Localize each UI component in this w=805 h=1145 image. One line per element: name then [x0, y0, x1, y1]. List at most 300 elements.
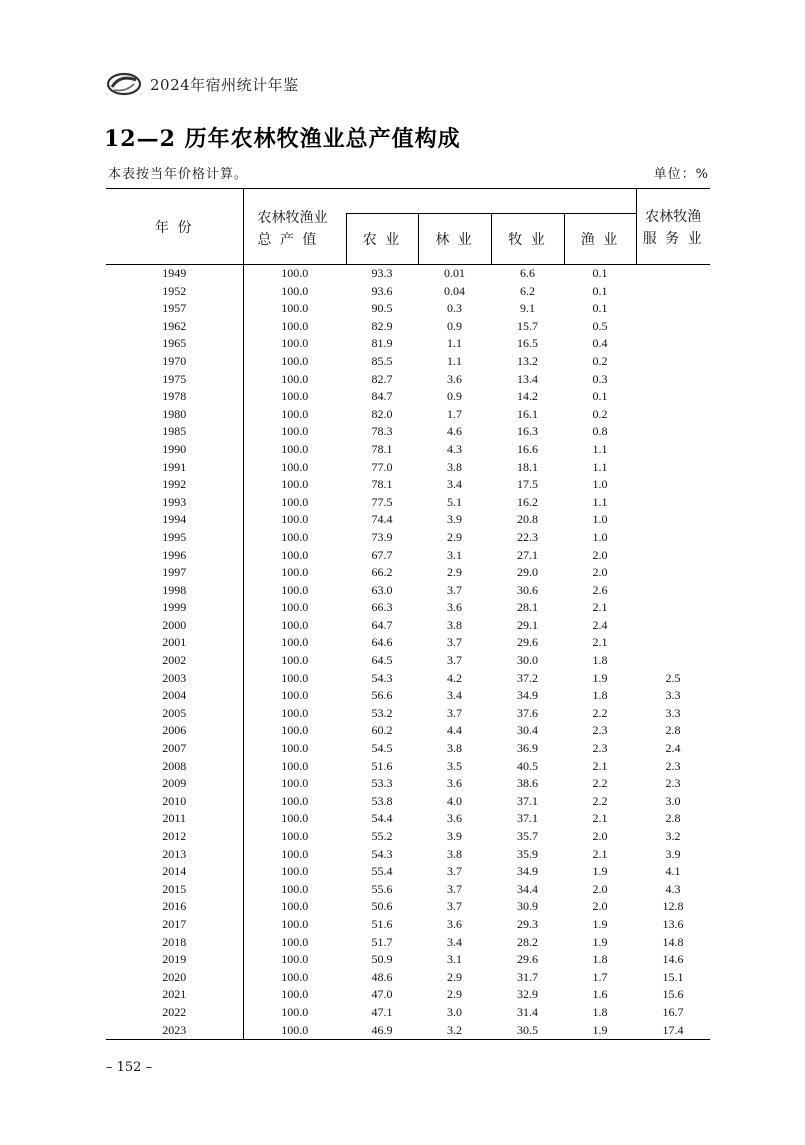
table-row	[106, 670, 710, 688]
cell-agriculture: 56.6	[371, 688, 393, 703]
cell-agriculture: 82.7	[371, 371, 393, 386]
table-body	[106, 265, 710, 1040]
cell-total: 100.0	[281, 758, 309, 773]
cell-year: 2005	[106, 705, 243, 723]
cell-service	[636, 476, 710, 494]
cell-fishery: 0.2	[592, 353, 608, 368]
cell-forestry: 3.6	[447, 776, 462, 791]
table-row	[106, 511, 710, 529]
cell-year: 2007	[106, 740, 243, 758]
cell-animal-husbandry: 30.5	[491, 1022, 564, 1040]
cell-agriculture: 90.5	[371, 301, 393, 316]
cell-fishery: 2.0	[592, 881, 608, 896]
cell-year: 1949	[106, 265, 243, 283]
table-row	[106, 353, 710, 371]
table-row	[106, 371, 710, 389]
cell-service: 2.8	[665, 723, 681, 738]
cell-total: 100.0	[281, 723, 309, 738]
cell-agriculture: 55.4	[371, 864, 393, 879]
cell-year: 1998	[106, 582, 243, 600]
cell-service	[636, 652, 710, 670]
header-spacer	[346, 189, 636, 214]
cell-fishery: 2.0	[592, 829, 608, 843]
cell-agriculture: 60.2	[371, 723, 393, 738]
data-table-container	[106, 188, 710, 1040]
cell-forestry: 3.7	[447, 881, 462, 896]
cell-fishery: 2.1	[592, 600, 608, 615]
cell-total: 100.0	[281, 266, 309, 280]
cell-agriculture: 50.6	[371, 899, 393, 914]
cell-year: 1965	[106, 335, 243, 353]
cell-fishery: 1.8	[592, 952, 608, 967]
cell-fishery: 0.1	[592, 389, 608, 404]
cell-year: 2009	[106, 775, 243, 793]
cell-total: 100.0	[281, 670, 309, 685]
cell-year: 1962	[106, 318, 243, 336]
table-row	[106, 758, 710, 776]
cell-forestry: 3.4	[447, 688, 462, 703]
cell-fishery: 0.8	[592, 424, 608, 439]
cell-agriculture: 55.2	[371, 829, 393, 843]
cell-forestry: 3.7	[447, 635, 462, 650]
cell-total: 100.0	[281, 389, 309, 404]
cell-animal-husbandry: 34.9	[517, 864, 538, 879]
cell-fishery: 1.6	[592, 987, 608, 1002]
cell-fishery: 2.3	[592, 723, 608, 738]
cell-fishery: 2.3	[592, 741, 608, 756]
cell-animal-husbandry: 37.1	[517, 811, 538, 826]
cell-agriculture: 51.6	[371, 916, 393, 931]
cell-year: 2011	[106, 810, 243, 828]
cell-animal-husbandry: 34.9	[517, 688, 538, 703]
cell-total: 100.0	[281, 881, 309, 896]
table-row	[106, 529, 710, 547]
cell-animal-husbandry: 30.6	[517, 582, 538, 597]
cell-total: 100.0	[281, 494, 309, 509]
table-row	[106, 740, 710, 758]
cell-fishery: 1.9	[564, 1022, 636, 1040]
cell-year: 1975	[106, 371, 243, 389]
table-row	[106, 916, 710, 934]
cell-total: 100.0	[281, 600, 309, 615]
cell-service: 13.6	[662, 916, 684, 931]
cell-total: 100.0	[281, 705, 309, 720]
cell-forestry: 3.8	[447, 846, 462, 861]
cell-agriculture: 63.0	[371, 582, 393, 597]
cell-total: 100.0	[281, 512, 309, 527]
cell-forestry: 1.7	[447, 406, 462, 421]
cell-agriculture: 67.7	[371, 547, 393, 562]
cell-agriculture: 53.3	[371, 776, 393, 791]
cell-total: 100.0	[281, 371, 309, 386]
cell-animal-husbandry: 40.5	[517, 758, 538, 773]
cell-service: 15.6	[662, 987, 684, 1002]
cell-year: 2012	[106, 828, 243, 846]
cell-service	[636, 547, 710, 565]
cell-forestry: 0.9	[447, 318, 462, 333]
cell-fishery: 2.1	[592, 635, 608, 650]
cell-fishery: 2.1	[592, 846, 608, 861]
cell-total: 100.0	[281, 353, 309, 368]
cell-fishery: 2.4	[592, 617, 608, 632]
cell-total: 100.0	[281, 793, 309, 808]
cell-service: 3.2	[665, 829, 681, 843]
table-note: 本表按当年价格计算。	[108, 167, 249, 182]
cell-total: 100.0	[281, 477, 309, 492]
cell-agriculture: 66.2	[371, 565, 393, 580]
cell-service	[636, 599, 710, 617]
table-row	[106, 388, 710, 406]
cell-year: 1970	[106, 353, 243, 371]
header-service-line1: 农林牧渔	[645, 209, 702, 225]
cell-agriculture: 51.6	[371, 758, 393, 773]
table-row	[106, 863, 710, 881]
cell-fishery: 0.1	[592, 301, 608, 316]
cell-forestry: 1.1	[447, 353, 462, 368]
cell-forestry: 3.7	[447, 653, 462, 668]
cell-forestry: 3.6	[447, 371, 462, 386]
cell-forestry: 3.2	[418, 1022, 491, 1040]
cell-year: 2020	[106, 969, 243, 987]
cell-fishery: 1.8	[592, 1004, 608, 1019]
cell-forestry: 3.8	[447, 459, 462, 474]
cell-forestry: 0.3	[447, 301, 462, 316]
cell-year: 1990	[106, 441, 243, 459]
cell-forestry: 3.7	[447, 582, 462, 597]
cell-service	[636, 617, 710, 635]
cell-animal-husbandry: 35.7	[517, 829, 538, 843]
cell-animal-husbandry: 36.9	[517, 741, 538, 756]
table-row	[106, 810, 710, 828]
cell-forestry: 3.6	[447, 916, 462, 931]
cell-agriculture: 64.6	[371, 635, 393, 650]
cell-fishery: 1.9	[592, 864, 608, 879]
table-row	[106, 1022, 710, 1040]
cell-total: 100.0	[281, 987, 309, 1002]
header-total-output	[243, 189, 346, 265]
cell-fishery: 1.8	[592, 653, 608, 668]
cell-year: 2017	[106, 916, 243, 934]
cell-total: 100.0	[281, 441, 309, 456]
header-animal-husbandry: 牧 业	[491, 214, 564, 265]
cell-agriculture: 54.4	[371, 811, 393, 826]
header-agriculture: 农 业	[346, 214, 418, 265]
table-row	[106, 1004, 710, 1022]
cell-total: 100.0	[281, 529, 309, 544]
cell-year: 1991	[106, 459, 243, 477]
cell-year: 2001	[106, 634, 243, 652]
cell-animal-husbandry: 29.0	[517, 565, 538, 580]
cell-year: 2004	[106, 687, 243, 705]
cell-animal-husbandry: 34.4	[517, 881, 538, 896]
cell-fishery: 1.9	[592, 670, 608, 685]
cell-fishery: 1.0	[592, 512, 608, 527]
cell-fishery: 0.2	[592, 406, 608, 421]
cell-service	[636, 459, 710, 477]
cell-year: 2000	[106, 617, 243, 635]
table-row	[106, 934, 710, 952]
cell-animal-husbandry: 30.4	[517, 723, 538, 738]
cell-fishery: 2.2	[592, 793, 608, 808]
table-row	[106, 705, 710, 723]
cell-year: 2023	[106, 1022, 243, 1040]
cell-service: 2.4	[665, 741, 681, 756]
cell-agriculture: 81.9	[371, 336, 393, 351]
cell-fishery: 1.1	[592, 494, 608, 509]
cell-animal-husbandry: 29.1	[517, 617, 538, 632]
cell-year: 2008	[106, 758, 243, 776]
cell-agriculture: 73.9	[371, 529, 393, 544]
cell-year: 2014	[106, 863, 243, 881]
cell-animal-husbandry: 14.2	[517, 389, 538, 404]
cell-total: 100.0	[281, 582, 309, 597]
cell-total: 100.0	[281, 776, 309, 791]
cell-total: 100.0	[281, 318, 309, 333]
cell-forestry: 2.9	[447, 565, 462, 580]
cell-agriculture: 53.8	[371, 793, 393, 808]
page-number: – 152 –	[106, 1060, 153, 1075]
cell-forestry: 3.1	[447, 952, 462, 967]
cell-forestry: 3.1	[447, 547, 462, 562]
cell-animal-husbandry: 30.0	[517, 653, 538, 668]
cell-fishery: 2.1	[592, 811, 608, 826]
cell-total: 100.0	[281, 635, 309, 650]
cell-fishery: 1.9	[592, 916, 608, 931]
cell-total: 100.0	[281, 1004, 309, 1019]
cell-fishery: 1.1	[592, 459, 608, 474]
cell-total: 100.0	[281, 899, 309, 914]
cell-animal-husbandry: 29.6	[517, 635, 538, 650]
cell-fishery: 0.5	[592, 318, 608, 333]
table-row	[106, 318, 710, 336]
cell-year: 1980	[106, 406, 243, 424]
table-row	[106, 283, 710, 301]
cell-service: 3.9	[665, 846, 681, 861]
header-service-line2: 服 务 业	[642, 231, 704, 247]
cell-agriculture: 55.6	[371, 881, 393, 896]
table-row	[106, 441, 710, 459]
cell-year: 1985	[106, 423, 243, 441]
header-total-line1: 农林牧渔业	[257, 210, 328, 226]
cell-agriculture: 48.6	[371, 969, 393, 984]
cell-service: 14.8	[662, 934, 684, 949]
cell-agriculture: 54.5	[371, 741, 393, 756]
cell-service	[636, 283, 710, 301]
cell-fishery: 2.2	[592, 776, 608, 791]
table-row	[106, 634, 710, 652]
cell-year: 1999	[106, 599, 243, 617]
cell-total: 100.0	[281, 406, 309, 421]
cell-service	[636, 423, 710, 441]
cell-animal-husbandry: 16.1	[517, 406, 538, 421]
cell-fishery: 2.0	[592, 547, 608, 562]
cell-agriculture: 64.5	[371, 653, 393, 668]
cell-forestry: 3.8	[447, 741, 462, 756]
cell-forestry: 4.6	[447, 424, 462, 439]
table-row	[106, 652, 710, 670]
cell-fishery: 1.0	[592, 477, 608, 492]
cell-service	[636, 371, 710, 389]
cell-forestry: 3.4	[447, 934, 462, 949]
cell-service: 2.3	[665, 758, 681, 773]
cell-year: 2019	[106, 951, 243, 969]
cell-total: 100.0	[281, 864, 309, 879]
cell-animal-husbandry: 16.5	[517, 336, 538, 351]
cell-forestry: 2.9	[447, 529, 462, 544]
cell-fishery: 0.1	[592, 283, 608, 298]
cell-service	[636, 300, 710, 318]
cell-forestry: 3.8	[447, 617, 462, 632]
cell-service: 14.6	[662, 952, 684, 967]
cell-forestry: 0.01	[444, 266, 465, 280]
cell-year: 2013	[106, 846, 243, 864]
cell-forestry: 4.4	[447, 723, 462, 738]
running-header	[106, 70, 299, 98]
table-row	[106, 423, 710, 441]
cell-service: 12.8	[662, 899, 684, 914]
cell-agriculture: 93.6	[371, 283, 393, 298]
cell-agriculture: 78.3	[371, 424, 393, 439]
cell-total: 100.0	[281, 653, 309, 668]
cell-animal-husbandry: 16.2	[517, 494, 538, 509]
cell-year: 1995	[106, 529, 243, 547]
cell-animal-husbandry: 6.2	[520, 283, 535, 298]
cell-forestry: 1.1	[447, 336, 462, 351]
cell-service: 2.8	[665, 811, 681, 826]
cell-agriculture: 77.0	[371, 459, 393, 474]
cell-forestry: 3.7	[447, 864, 462, 879]
cell-forestry: 0.9	[447, 389, 462, 404]
cell-fishery: 0.4	[592, 336, 608, 351]
cell-animal-husbandry: 15.7	[517, 318, 538, 333]
cell-total: 100.0	[281, 547, 309, 562]
output-structure-table	[106, 188, 710, 1040]
cell-year: 1978	[106, 388, 243, 406]
table-row	[106, 494, 710, 512]
table-row	[106, 687, 710, 705]
cell-total: 100.0	[281, 846, 309, 861]
cell-year: 2016	[106, 898, 243, 916]
cell-animal-husbandry: 30.9	[517, 899, 538, 914]
cell-animal-husbandry: 28.2	[517, 934, 538, 949]
cell-total: 100.0	[281, 916, 309, 931]
cell-agriculture: 74.4	[371, 512, 393, 527]
cell-service	[636, 406, 710, 424]
table-row	[106, 951, 710, 969]
cell-forestry: 3.7	[447, 705, 462, 720]
cell-agriculture: 77.5	[371, 494, 393, 509]
cell-animal-husbandry: 13.4	[517, 371, 538, 386]
cell-forestry: 3.6	[447, 600, 462, 615]
cell-agriculture: 78.1	[371, 477, 393, 492]
header-service	[636, 189, 710, 265]
cell-total: 100.0	[281, 688, 309, 703]
cell-animal-husbandry: 27.1	[517, 547, 538, 562]
cell-total: 100.0	[281, 336, 309, 351]
cell-year: 1957	[106, 300, 243, 318]
table-row	[106, 793, 710, 811]
cell-total: 100.0	[281, 424, 309, 439]
cell-animal-husbandry: 17.5	[517, 477, 538, 492]
cell-service	[636, 529, 710, 547]
cell-year: 1994	[106, 511, 243, 529]
cell-agriculture: 47.1	[371, 1004, 393, 1019]
cell-year: 2022	[106, 1004, 243, 1022]
cell-year: 1992	[106, 476, 243, 494]
cell-total: 100.0	[281, 617, 309, 632]
header-fishery: 渔 业	[564, 214, 636, 265]
cell-animal-husbandry: 37.1	[517, 793, 538, 808]
table-row	[106, 846, 710, 864]
cell-fishery: 1.9	[592, 934, 608, 949]
table-row	[106, 986, 710, 1004]
table-row	[106, 599, 710, 617]
cell-agriculture: 51.7	[371, 934, 393, 949]
cell-forestry: 3.7	[447, 899, 462, 914]
cell-forestry: 5.1	[447, 494, 462, 509]
cell-service: 3.3	[665, 705, 681, 720]
cell-year: 1997	[106, 564, 243, 582]
table-row	[106, 969, 710, 987]
cell-service: 2.3	[665, 776, 681, 791]
cell-fishery: 1.7	[592, 969, 608, 984]
cell-fishery: 2.0	[592, 565, 608, 580]
cell-animal-husbandry: 31.7	[517, 969, 538, 984]
cell-fishery: 0.3	[592, 371, 608, 386]
cell-service: 3.3	[665, 688, 681, 703]
cell-year: 1952	[106, 283, 243, 301]
cell-service: 4.1	[665, 864, 681, 879]
cell-animal-husbandry: 37.2	[517, 670, 538, 685]
table-row	[106, 300, 710, 318]
cell-forestry: 3.4	[447, 477, 462, 492]
cell-forestry: 3.6	[447, 811, 462, 826]
cell-agriculture: 46.9	[346, 1022, 418, 1040]
cell-agriculture: 82.9	[371, 318, 393, 333]
page-title: 12—2 历年农林牧渔业总产值构成	[104, 126, 461, 152]
header-year: 年 份	[106, 189, 243, 265]
table-row	[106, 881, 710, 899]
cell-service	[636, 634, 710, 652]
cell-total: 100.0	[281, 283, 309, 298]
table-row	[106, 564, 710, 582]
cell-agriculture: 47.0	[371, 987, 393, 1002]
cell-agriculture: 66.3	[371, 600, 393, 615]
cell-service: 17.4	[636, 1022, 710, 1040]
table-row	[106, 459, 710, 477]
cell-year: 1993	[106, 494, 243, 512]
cell-fishery: 2.0	[592, 899, 608, 914]
cell-agriculture: 78.1	[371, 441, 393, 456]
cell-service	[636, 388, 710, 406]
cell-agriculture: 50.9	[371, 952, 393, 967]
cell-service	[636, 582, 710, 600]
cell-forestry: 2.9	[447, 987, 462, 1002]
cell-total: 100.0	[281, 565, 309, 580]
table-row	[106, 898, 710, 916]
cell-year: 2006	[106, 722, 243, 740]
header-total-line2: 总 产 值	[257, 232, 319, 248]
cell-forestry: 4.3	[447, 441, 462, 456]
cell-service: 2.5	[665, 670, 681, 685]
table-row	[106, 476, 710, 494]
cell-agriculture: 53.2	[371, 705, 393, 720]
cell-agriculture: 93.3	[371, 266, 393, 280]
cell-forestry: 4.2	[447, 670, 462, 685]
cell-service	[636, 318, 710, 336]
cell-animal-husbandry: 35.9	[517, 846, 538, 861]
cell-animal-husbandry: 29.3	[517, 916, 538, 931]
